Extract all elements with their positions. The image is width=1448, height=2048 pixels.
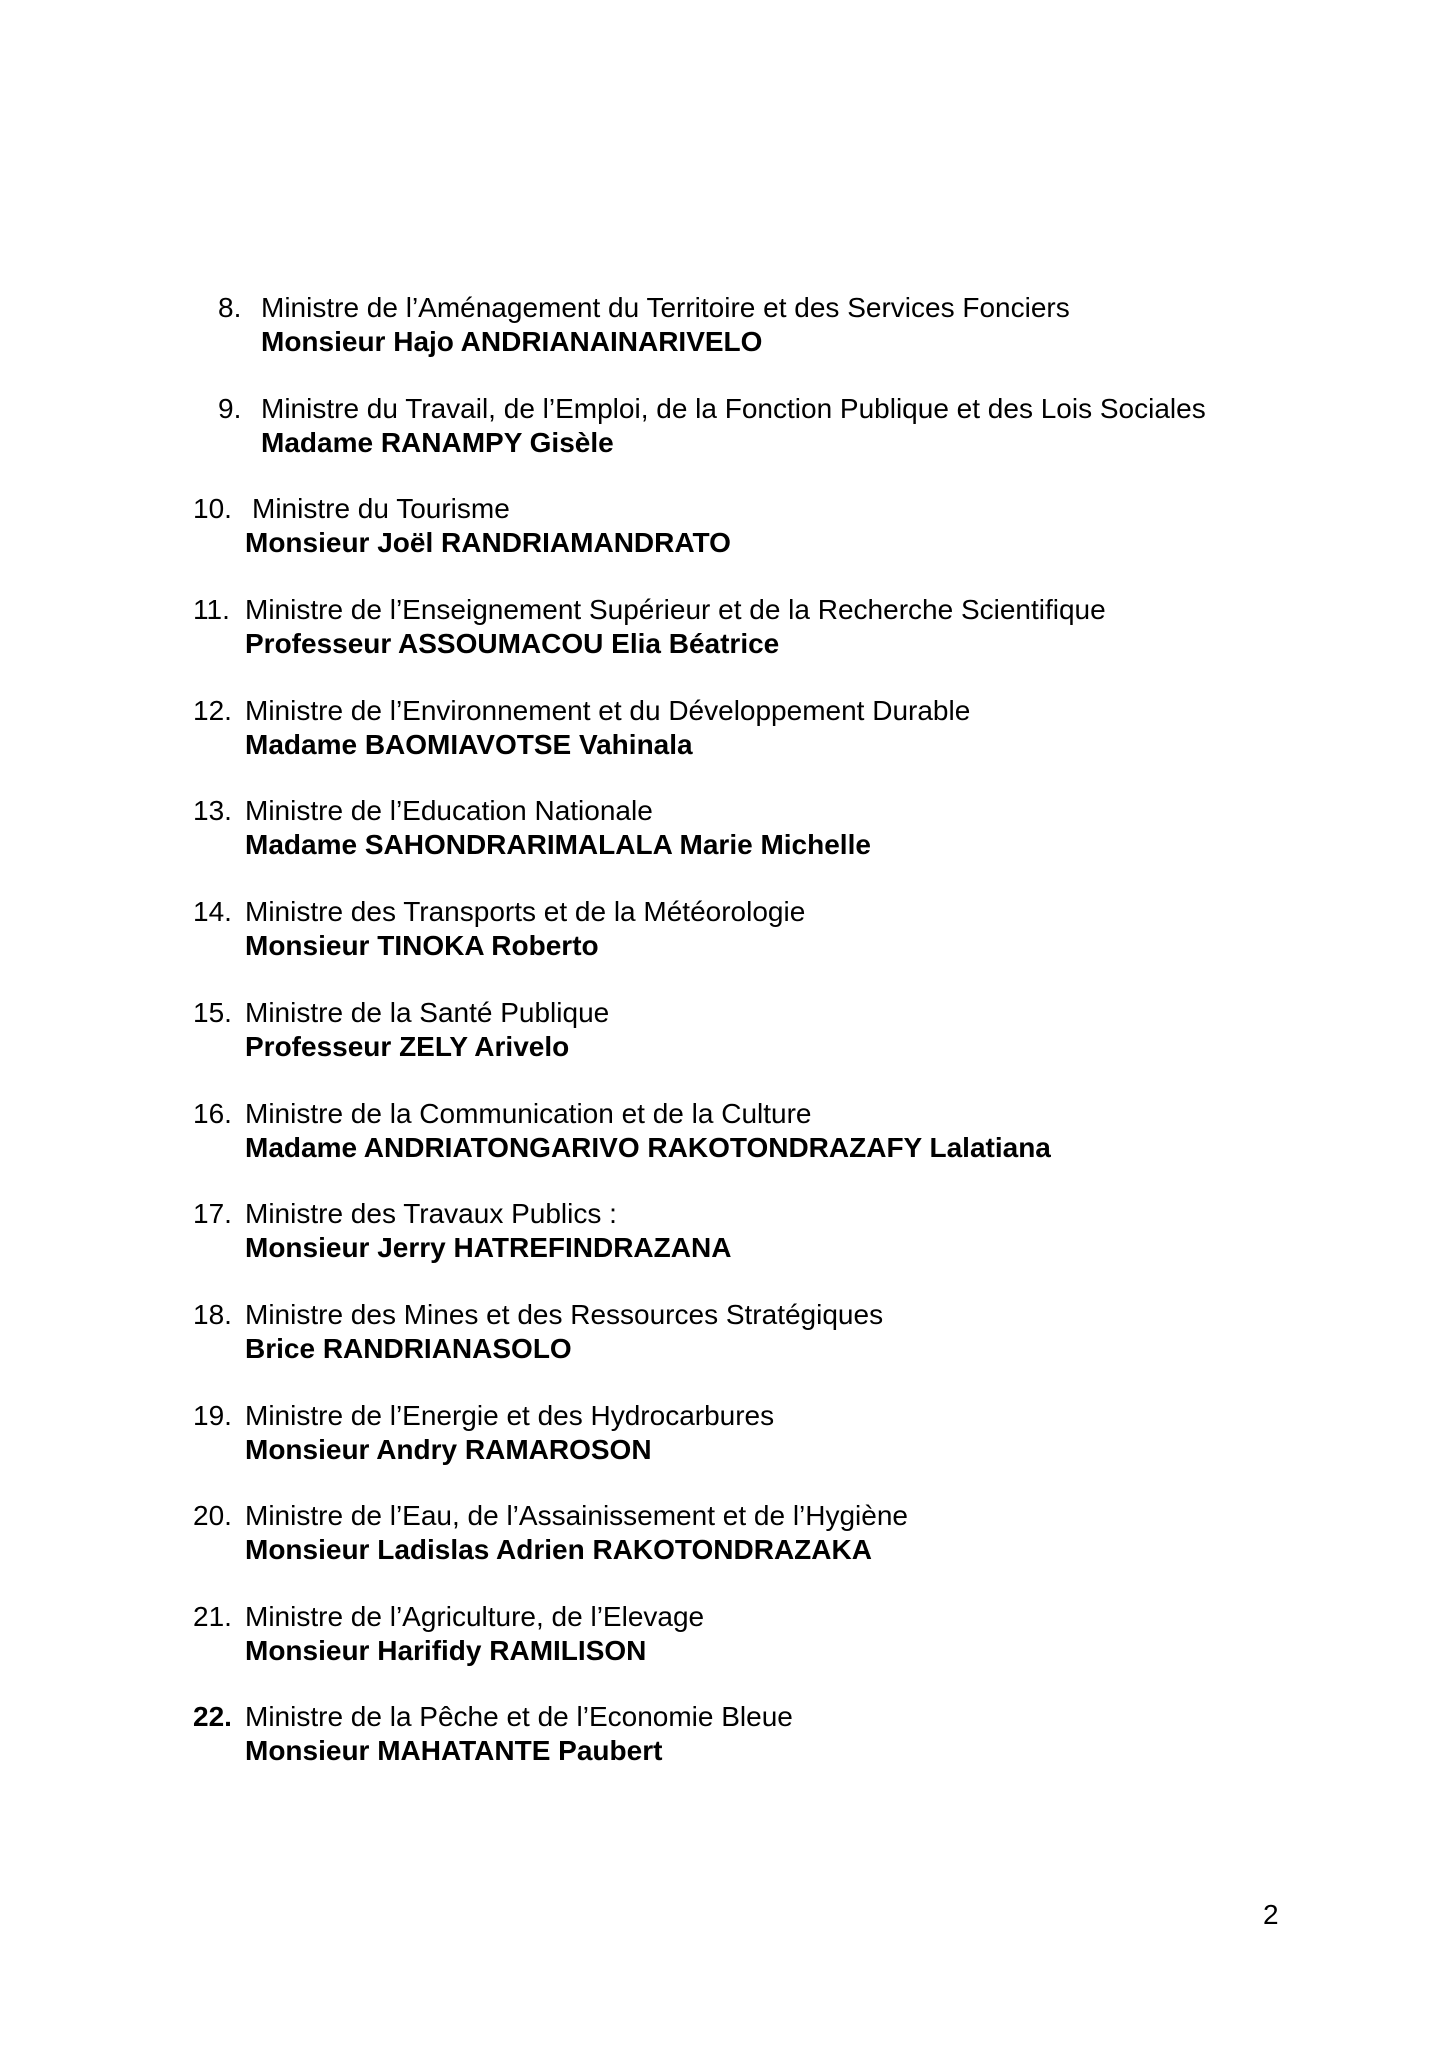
minister-entry [0, 895, 1448, 965]
minister-entry [0, 593, 1448, 663]
ministry-title: Ministre des Transports et de la Météorologie [245, 896, 806, 927]
entry-number: 17. [193, 1198, 232, 1229]
entry-number: 12. [193, 695, 232, 726]
minister-name: Professeur ASSOUMACOU Elia Béatrice [245, 628, 780, 659]
entry-number: 21. [193, 1601, 232, 1632]
minister-name: Monsieur Jerry HATREFINDRAZANA [245, 1232, 732, 1263]
entry-number: 18. [193, 1299, 232, 1330]
minister-name: Monsieur MAHATANTE Paubert [245, 1735, 663, 1766]
minister-name: Monsieur Joël RANDRIAMANDRATO [245, 527, 731, 558]
minister-entry [0, 392, 1448, 462]
page-number: 2 [1263, 1899, 1279, 1930]
minister-name: Professeur ZELY Arivelo [245, 1031, 570, 1062]
minister-name: Madame RANAMPY Gisèle [261, 427, 614, 458]
minister-entry [0, 1197, 1448, 1267]
ministry-title: Ministre de l’Eau, de l’Assainissement et de l’Hygiène [245, 1500, 908, 1531]
minister-name: Madame BAOMIAVOTSE Vahinala [245, 729, 693, 760]
minister-entry [0, 1600, 1448, 1670]
ministry-title: Ministre de l’Education Nationale [245, 795, 653, 826]
entry-number: 16. [193, 1098, 232, 1129]
ministry-title: Ministre de l’Energie et des Hydrocarbures [245, 1400, 775, 1431]
minister-entry [0, 291, 1448, 361]
entry-number: 10. [193, 493, 232, 524]
entry-number: 19. [193, 1400, 232, 1431]
minister-entry [0, 996, 1448, 1066]
minister-name: Monsieur Hajo ANDRIANAINARIVELO [261, 326, 763, 357]
minister-entry [0, 694, 1448, 764]
entry-number: 22. [193, 1701, 232, 1732]
entry-number: 15. [193, 997, 232, 1028]
ministry-title: Ministre du Travail, de l’Emploi, de la Fonction Publique et des Lois Sociales [261, 393, 1206, 424]
ministry-title: Ministre de l’Enseignement Supérieur et de la Recherche Scientifique [245, 594, 1106, 625]
minister-entry [0, 1499, 1448, 1569]
ministry-title: Ministre de l’Environnement et du Développement Durable [245, 695, 971, 726]
minister-name: Monsieur Harifidy RAMILISON [245, 1635, 647, 1666]
minister-entry [0, 1298, 1448, 1368]
minister-entry [0, 1399, 1448, 1469]
ministry-title: Ministre de la Santé Publique [245, 997, 610, 1028]
entry-number: 20. [193, 1500, 232, 1531]
entry-number: 13. [193, 795, 232, 826]
ministry-title: Ministre de l’Agriculture, de l’Elevage [245, 1601, 705, 1632]
minister-name: Madame ANDRIATONGARIVO RAKOTONDRAZAFY Lalatiana [245, 1132, 1051, 1163]
minister-entry [0, 492, 1448, 562]
minister-name: Brice RANDRIANASOLO [245, 1333, 572, 1364]
ministry-title: Ministre des Mines et des Ressources Stratégiques [245, 1299, 884, 1330]
minister-name: Monsieur Ladislas Adrien RAKOTONDRAZAKA [245, 1534, 872, 1565]
minister-entry [0, 1700, 1448, 1770]
ministry-title: Ministre de la Pêche et de l’Economie Bleue [245, 1701, 793, 1732]
entry-number: 8. [218, 292, 242, 323]
entry-number: 14. [193, 896, 232, 927]
minister-name: Monsieur TINOKA Roberto [245, 930, 599, 961]
minister-entry [0, 794, 1448, 864]
minister-name: Madame SAHONDRARIMALALA Marie Michelle [245, 829, 871, 860]
ministry-title: Ministre de la Communication et de la Culture [245, 1098, 812, 1129]
minister-name: Monsieur Andry RAMAROSON [245, 1434, 652, 1465]
ministry-title: Ministre des Travaux Publics : [245, 1198, 617, 1229]
entry-number: 9. [218, 393, 242, 424]
minister-entry [0, 1097, 1448, 1167]
entry-number: 11. [193, 594, 230, 625]
ministry-title: Ministre du Tourisme [252, 493, 510, 524]
ministry-title: Ministre de l’Aménagement du Territoire et des Services Fonciers [261, 292, 1070, 323]
